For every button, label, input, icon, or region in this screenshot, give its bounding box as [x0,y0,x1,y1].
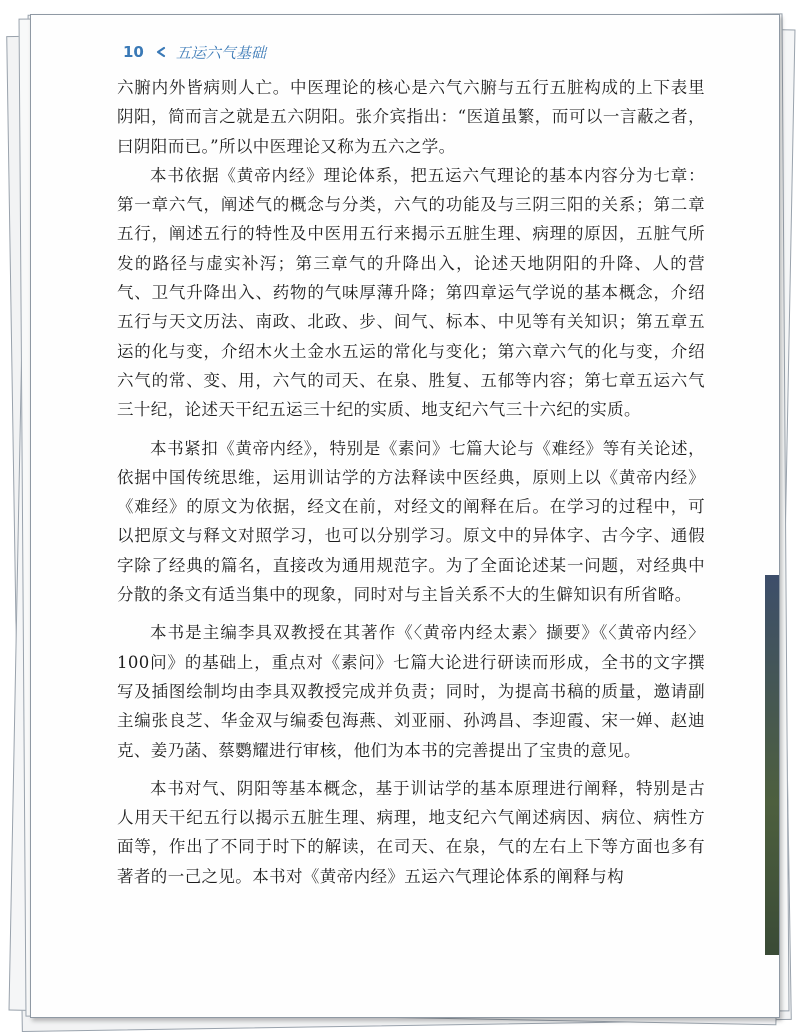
page-number: 10 [123,43,144,61]
running-header [123,41,266,63]
paragraph: 本书紧扣《黄帝内经》，特别是《素问》七篇大论与《难经》等有关论述，依据中国传统思维，运用训诂学的方法释读中医经典，原则上以《黄帝内经》《难经》的原文为依据，经文在前，对经文的阐释在后。在学习的过程中，可以把原文与释文对照学习，也可以分别学习。原文中的异体字、古今字、通假字除了经典的篇名，直接改为通用规范字。为了全面论述某一问题，对经典中分散的条文有适当集中的现象，同时对与主旨关系不大的生僻知识有所省略。 [117,438,705,605]
cover-edge-strip [765,575,779,955]
body-text [117,73,705,891]
paragraph: 六腑内外皆病则人亡。中医理论的核心是六气六腑与五行五脏构成的上下表里阴阳，简而言之就是五六阴阳。张介宾指出：“医道虽繁，而可以一言蔽之者，曰阴阳而已。”所以中医理论又称为五六之学。 [117,78,705,156]
book-page [30,14,780,1018]
paragraph: 本书依据《黄帝内经》理论体系，把五运六气理论的基本内容分为七章：第一章六气，阐述气的概念与分类，六气的功能及与三阴三阳的关系；第二章五行，阐述五行的特性及中医用五行来揭示五脏生理、病理的原因，五脏气所发的路径与虚实补泻；第三章气的升降出入，论述天地阴阳的升降、人的营气、卫气升降出入、药物的气味厚薄升降；第四章运气学说的基本概念，介绍五行与天文历法、南政、北政、步、间气、标本、中见等有关知识；第五章五运的化与变，介绍木火土金水五运的常化与变化；第六章六气的化与变，介绍六气的常、变、用，六气的司天、在泉、胜复、五郁等内容；第七章五运六气三十纪，论述天干纪五运三十纪的实质、地支纪六气三十六纪的实质。 [117,165,705,420]
running-title: 五运六气基础 [175,43,266,62]
paragraph: 本书是主编李具双教授在其著作《〈黄帝内经太素〉撷要》《〈黄帝内经〉100问》的基础上，重点对《素问》七篇大论进行研读而形成，全书的文字撰写及插图绘制均由李具双教授完成并负责；同时，为提高书稿的质量，邀请副主编张良芝、华金双与编委包海燕、刘亚丽、孙鸿昌、李迎霞、宋一婵、赵迪克、姜乃菡、蔡鹦耀进行审核，他们为本书的完善提出了宝贵的意见。 [117,623,705,760]
paragraph: 本书对气、阴阳等基本概念，基于训诂学的基本原理进行阐释，特别是古人用天干纪五行以揭示五脏生理、病理，地支纪六气阐述病因、病位、病性方面等，作出了不同于时下的解读，在司天、在泉，气的左右上下等方面也多有著者的一己之见。本书对《黄帝内经》五运六气理论体系的阐释与构 [117,778,705,886]
arrow-left-icon [154,46,166,58]
